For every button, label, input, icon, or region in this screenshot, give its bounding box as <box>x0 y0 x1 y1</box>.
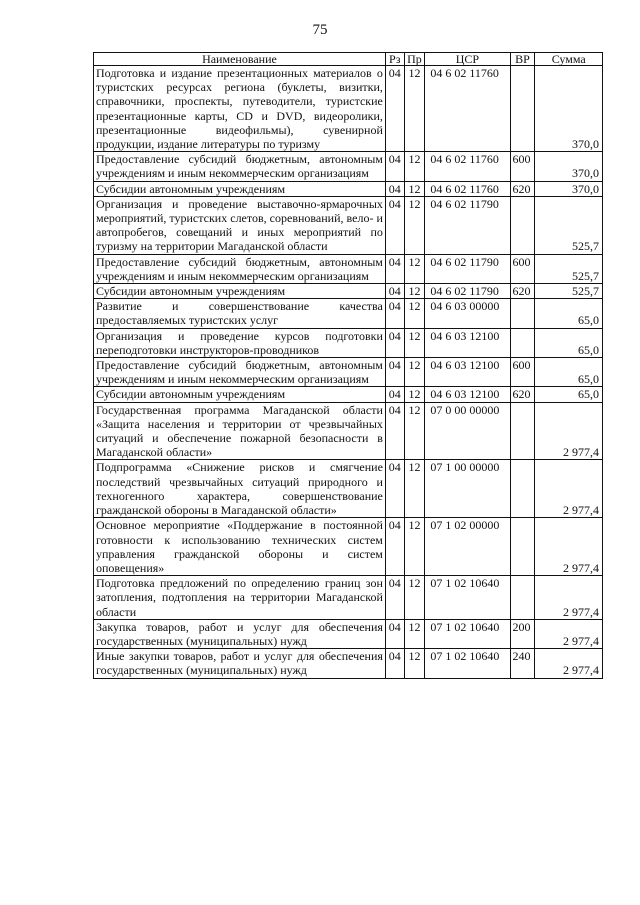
cell-sum: 65,0 <box>535 358 603 387</box>
cell-csr: 07 1 02 10640 <box>425 576 510 620</box>
cell-rz: 04 <box>385 152 404 181</box>
table-row <box>94 254 603 283</box>
cell-rz: 04 <box>385 66 404 152</box>
header-vr: ВР <box>510 53 535 66</box>
cell-sum: 525,7 <box>535 196 603 254</box>
cell-vr <box>510 576 535 620</box>
cell-sum: 65,0 <box>535 328 603 357</box>
cell-sum: 525,7 <box>535 254 603 283</box>
table-row <box>94 152 603 181</box>
cell-name: Предоставление субсидий бюджетным, автономным учреждениям и иным некоммерческим организациям <box>94 152 386 181</box>
cell-vr <box>510 402 535 460</box>
cell-name: Субсидии автономным учреждениям <box>94 284 386 299</box>
cell-pr: 12 <box>404 518 425 576</box>
header-rz: Рз <box>385 53 404 66</box>
cell-rz: 04 <box>385 387 404 402</box>
cell-pr: 12 <box>404 196 425 254</box>
cell-vr: 600 <box>510 254 535 283</box>
cell-csr: 04 6 02 11790 <box>425 196 510 254</box>
cell-rz: 04 <box>385 460 404 518</box>
cell-pr: 12 <box>404 181 425 196</box>
cell-sum: 370,0 <box>535 152 603 181</box>
header-name: Наименование <box>94 53 386 66</box>
cell-rz: 04 <box>385 328 404 357</box>
cell-csr: 07 1 02 00000 <box>425 518 510 576</box>
cell-csr: 07 1 02 10640 <box>425 649 510 678</box>
header-pr: Пр <box>404 53 425 66</box>
cell-pr: 12 <box>404 358 425 387</box>
cell-vr: 620 <box>510 284 535 299</box>
cell-sum: 370,0 <box>535 66 603 152</box>
cell-sum: 2 977,4 <box>535 649 603 678</box>
table-row <box>94 402 603 460</box>
cell-pr: 12 <box>404 254 425 283</box>
cell-csr: 04 6 03 00000 <box>425 299 510 328</box>
cell-sum: 65,0 <box>535 299 603 328</box>
cell-rz: 04 <box>385 402 404 460</box>
cell-rz: 04 <box>385 358 404 387</box>
cell-csr: 07 1 00 00000 <box>425 460 510 518</box>
cell-name: Предоставление субсидий бюджетным, автономным учреждениям и иным некоммерческим организациям <box>94 358 386 387</box>
cell-vr <box>510 299 535 328</box>
table-row <box>94 649 603 678</box>
cell-rz: 04 <box>385 196 404 254</box>
table-row <box>94 66 603 152</box>
cell-csr: 04 6 02 11760 <box>425 66 510 152</box>
cell-csr: 04 6 02 11760 <box>425 152 510 181</box>
cell-sum: 2 977,4 <box>535 576 603 620</box>
cell-name: Основное мероприятие «Поддержание в постоянной готовности к использованию технических систем управления гражданской обороны и систем оповещения» <box>94 518 386 576</box>
cell-rz: 04 <box>385 518 404 576</box>
cell-sum: 2 977,4 <box>535 619 603 648</box>
cell-name: Организация и проведение курсов подготовки переподготовки инструкторов-проводников <box>94 328 386 357</box>
cell-rz: 04 <box>385 284 404 299</box>
cell-name: Субсидии автономным учреждениям <box>94 181 386 196</box>
cell-rz: 04 <box>385 299 404 328</box>
cell-pr: 12 <box>404 649 425 678</box>
table-row <box>94 181 603 196</box>
cell-name: Развитие и совершенствование качества предоставляемых туристских услуг <box>94 299 386 328</box>
cell-csr: 04 6 03 12100 <box>425 358 510 387</box>
cell-pr: 12 <box>404 299 425 328</box>
cell-pr: 12 <box>404 402 425 460</box>
cell-csr: 04 6 03 12100 <box>425 328 510 357</box>
cell-pr: 12 <box>404 284 425 299</box>
cell-pr: 12 <box>404 387 425 402</box>
table-row <box>94 284 603 299</box>
cell-name: Организация и проведение выставочно-ярмарочных мероприятий, туристских слетов, соревнований, вело- и автопробегов, совещаний и иных мероприятий по туризму на территории Магаданской области <box>94 196 386 254</box>
cell-sum: 525,7 <box>535 284 603 299</box>
cell-name: Подпрограмма «Снижение рисков и смягчение последствий чрезвычайных ситуаций природного и техногенного характера, совершенствование гражданской обороны в Магаданской области» <box>94 460 386 518</box>
cell-name: Закупка товаров, работ и услуг для обеспечения государственных (муниципальных) нужд <box>94 619 386 648</box>
cell-vr: 600 <box>510 358 535 387</box>
cell-rz: 04 <box>385 181 404 196</box>
cell-vr <box>510 518 535 576</box>
cell-vr <box>510 196 535 254</box>
cell-csr: 04 6 03 12100 <box>425 387 510 402</box>
table-body <box>94 66 603 679</box>
cell-name: Подготовка предложений по определению границ зон затопления, подтопления на территории Магаданской области <box>94 576 386 620</box>
table-row <box>94 576 603 620</box>
cell-sum: 2 977,4 <box>535 460 603 518</box>
cell-vr: 240 <box>510 649 535 678</box>
cell-name: Предоставление субсидий бюджетным, автономным учреждениям и иным некоммерческим организациям <box>94 254 386 283</box>
cell-vr <box>510 460 535 518</box>
cell-csr: 07 1 02 10640 <box>425 619 510 648</box>
cell-pr: 12 <box>404 460 425 518</box>
page-number: 75 <box>312 22 328 38</box>
table-row <box>94 358 603 387</box>
cell-csr: 07 0 00 00000 <box>425 402 510 460</box>
header-csr: ЦСР <box>425 53 510 66</box>
cell-pr: 12 <box>404 328 425 357</box>
budget-table <box>93 52 603 679</box>
table-row <box>94 518 603 576</box>
table-row <box>94 387 603 402</box>
cell-name: Государственная программа Магаданской области «Защита населения и территории от чрезвычайных ситуаций и обеспечение пожарной безопасности в Магаданской области» <box>94 402 386 460</box>
table-row <box>94 460 603 518</box>
table-row <box>94 619 603 648</box>
cell-vr <box>510 328 535 357</box>
cell-pr: 12 <box>404 576 425 620</box>
cell-rz: 04 <box>385 619 404 648</box>
cell-sum: 2 977,4 <box>535 402 603 460</box>
cell-name: Подготовка и издание презентационных материалов о туристских ресурсах региона (буклеты, визитки, справочники, проспекты, путеводители, туристские презентационные карты, CD и DVD, видеоролики, презентационные видеофильмы), сувенирной продукции, издание литературы по туризму <box>94 66 386 152</box>
cell-sum: 370,0 <box>535 181 603 196</box>
cell-pr: 12 <box>404 152 425 181</box>
header-row <box>94 53 603 66</box>
table-row <box>94 196 603 254</box>
cell-csr: 04 6 02 11790 <box>425 254 510 283</box>
table-row <box>94 299 603 328</box>
cell-vr: 600 <box>510 152 535 181</box>
cell-csr: 04 6 02 11790 <box>425 284 510 299</box>
cell-pr: 12 <box>404 619 425 648</box>
table-row <box>94 328 603 357</box>
cell-csr: 04 6 02 11760 <box>425 181 510 196</box>
cell-vr: 620 <box>510 387 535 402</box>
table-header <box>94 53 603 66</box>
cell-vr: 200 <box>510 619 535 648</box>
cell-name: Иные закупки товаров, работ и услуг для обеспечения государственных (муниципальных) нужд <box>94 649 386 678</box>
header-sum: Сумма <box>535 53 603 66</box>
cell-vr: 620 <box>510 181 535 196</box>
cell-vr <box>510 66 535 152</box>
cell-rz: 04 <box>385 576 404 620</box>
cell-sum: 65,0 <box>535 387 603 402</box>
cell-rz: 04 <box>385 254 404 283</box>
cell-rz: 04 <box>385 649 404 678</box>
cell-pr: 12 <box>404 66 425 152</box>
cell-sum: 2 977,4 <box>535 518 603 576</box>
cell-name: Субсидии автономным учреждениям <box>94 387 386 402</box>
